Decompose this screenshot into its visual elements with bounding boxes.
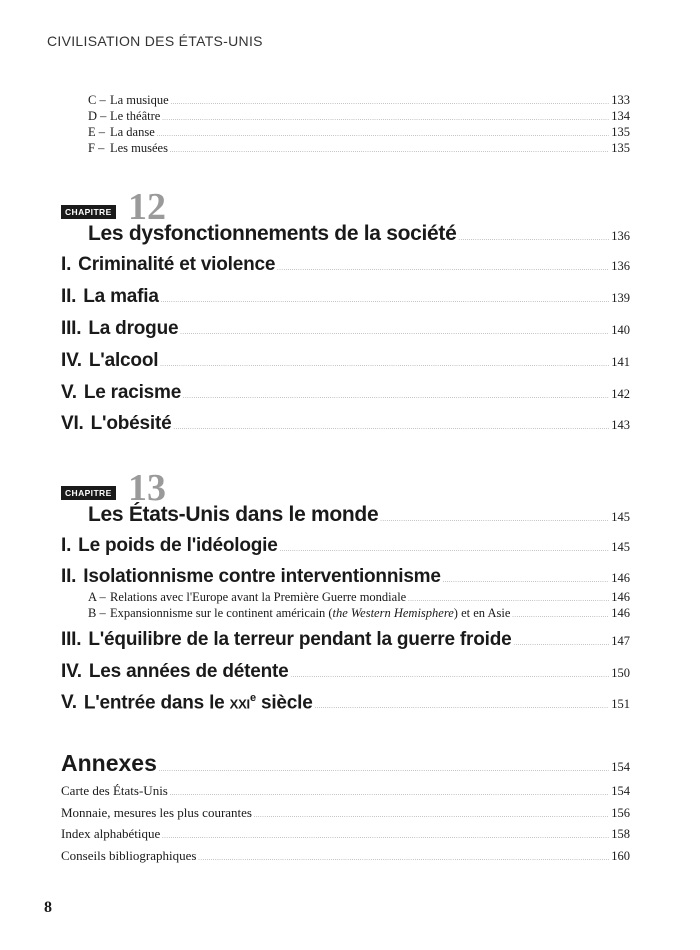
chapter-title-entry[interactable] bbox=[88, 222, 630, 246]
annex-item-label: Conseils bibliographiques bbox=[61, 848, 197, 863]
annex-item[interactable] bbox=[61, 805, 630, 821]
page-ref: 160 bbox=[611, 849, 630, 863]
section-number: V. bbox=[61, 692, 77, 714]
section-label-sup: e bbox=[249, 692, 256, 704]
section-number: II. bbox=[61, 286, 77, 307]
dot-leader bbox=[280, 538, 610, 556]
section-label: L'alcool bbox=[88, 350, 159, 371]
subentry-label-italic: the Western Hemisphere bbox=[332, 606, 454, 620]
toc-section[interactable] bbox=[61, 661, 630, 683]
page-ref: 154 bbox=[611, 784, 630, 798]
subentry-letter: C – bbox=[88, 93, 106, 107]
section-label: La mafia bbox=[83, 286, 159, 307]
page-ref: 151 bbox=[611, 697, 630, 712]
page-ref: 158 bbox=[611, 827, 630, 841]
section-number: III. bbox=[61, 318, 82, 339]
annex-item[interactable] bbox=[61, 848, 630, 864]
page-ref: 142 bbox=[611, 387, 630, 401]
section-label-suffix: siècle bbox=[255, 692, 313, 714]
annexes-title: Annexes bbox=[61, 750, 157, 776]
dot-leader bbox=[170, 141, 609, 156]
chapter-number: 13 bbox=[128, 467, 166, 509]
annex-item[interactable] bbox=[61, 783, 630, 799]
chapter-badge: CHAPITRE bbox=[61, 486, 116, 500]
page-ref: 146 bbox=[611, 606, 630, 620]
subentry-label: Le théâtre bbox=[110, 109, 161, 123]
section-label: Le racisme bbox=[83, 382, 182, 403]
subentry-label bbox=[110, 606, 510, 621]
toc-section[interactable] bbox=[61, 413, 630, 435]
page-ref: 147 bbox=[611, 634, 630, 648]
page-ref: 154 bbox=[611, 760, 630, 774]
chapter-title: Les États-Unis dans le monde bbox=[88, 503, 379, 526]
toc-subentry[interactable] bbox=[88, 141, 630, 156]
subentry-letter: E – bbox=[88, 125, 106, 139]
subentry-label: La musique bbox=[110, 93, 169, 107]
toc-section[interactable] bbox=[61, 629, 630, 651]
toc-subentry[interactable] bbox=[88, 93, 630, 108]
toc-subentry[interactable] bbox=[88, 109, 630, 124]
section-number: II. bbox=[61, 566, 77, 587]
annexes-entry[interactable] bbox=[61, 750, 630, 777]
annex-item-label: Index alphabétique bbox=[61, 826, 161, 841]
chapter-badge: CHAPITRE bbox=[61, 205, 116, 219]
dot-leader bbox=[380, 508, 609, 526]
dot-leader bbox=[198, 848, 609, 864]
subentry-letter: A – bbox=[88, 590, 106, 604]
page-ref: 135 bbox=[611, 141, 630, 155]
toc-section[interactable] bbox=[61, 382, 630, 404]
page-ref: 141 bbox=[611, 355, 630, 369]
dot-leader bbox=[157, 125, 609, 140]
dot-leader bbox=[171, 93, 610, 108]
page-ref: 134 bbox=[611, 109, 630, 123]
section-number: I. bbox=[61, 535, 72, 556]
page-ref: 136 bbox=[611, 229, 630, 243]
dot-leader bbox=[514, 632, 610, 650]
page-ref: 135 bbox=[611, 125, 630, 139]
dot-leader bbox=[512, 606, 609, 621]
section-label: L'obésité bbox=[90, 413, 172, 434]
dot-leader bbox=[161, 289, 610, 307]
toc-section[interactable] bbox=[61, 318, 630, 340]
annex-item-label: Monnaie, mesures les plus courantes bbox=[61, 805, 252, 820]
annex-item-label: Carte des États-Unis bbox=[61, 783, 168, 798]
section-label: Isolationnisme contre interventionnisme bbox=[83, 566, 441, 587]
subentry-label: Relations avec l'Europe avant la Première Guerre mondiale bbox=[110, 590, 407, 604]
section-label: L'équilibre de la terreur pendant la guerre froide bbox=[88, 629, 512, 650]
dot-leader bbox=[162, 109, 609, 124]
page-ref: 145 bbox=[611, 540, 630, 554]
page-ref: 139 bbox=[611, 291, 630, 305]
annex-item[interactable] bbox=[61, 826, 630, 842]
section-number: VI. bbox=[61, 413, 84, 434]
page-ref: 156 bbox=[611, 806, 630, 820]
dot-leader bbox=[277, 257, 609, 275]
section-number: III. bbox=[61, 629, 82, 650]
dot-leader bbox=[183, 385, 609, 403]
section-number: I. bbox=[61, 254, 72, 275]
dot-leader bbox=[254, 805, 609, 821]
chapter-title-entry[interactable] bbox=[88, 503, 630, 527]
chapter-title: Les dysfonctionnements de la société bbox=[88, 222, 457, 245]
section-number: IV. bbox=[61, 350, 82, 371]
dot-leader bbox=[160, 353, 609, 371]
dot-leader bbox=[170, 783, 609, 799]
dot-leader bbox=[458, 227, 609, 245]
page-ref: 140 bbox=[611, 323, 630, 337]
section-label: Criminalité et violence bbox=[78, 254, 276, 275]
section-label: La drogue bbox=[88, 318, 179, 339]
running-head: CIVILISATION DES ÉTATS-UNIS bbox=[47, 33, 263, 49]
subentry-letter: D – bbox=[88, 109, 107, 123]
toc-section[interactable] bbox=[61, 286, 630, 308]
dot-leader bbox=[159, 758, 609, 776]
subentry-label-suffix: ) et en Asie bbox=[453, 606, 511, 620]
dot-leader bbox=[162, 826, 609, 842]
toc-section[interactable] bbox=[61, 350, 630, 372]
subentry-letter: B – bbox=[88, 606, 106, 620]
page-ref: 145 bbox=[611, 510, 630, 524]
dot-leader bbox=[443, 569, 610, 587]
dot-leader bbox=[180, 321, 609, 339]
section-label: Les années de détente bbox=[88, 661, 289, 682]
page-ref: 143 bbox=[611, 418, 630, 432]
toc-subentry[interactable] bbox=[88, 590, 630, 605]
page-number: 8 bbox=[44, 899, 52, 916]
page-ref: 133 bbox=[611, 93, 630, 107]
page-ref: 146 bbox=[611, 571, 630, 585]
section-number: IV. bbox=[61, 661, 82, 682]
subentry-label: Les musées bbox=[110, 141, 168, 155]
subentry-label: La danse bbox=[110, 125, 155, 139]
dot-leader bbox=[408, 590, 609, 605]
page-ref: 146 bbox=[611, 590, 630, 604]
toc-section[interactable] bbox=[61, 692, 630, 714]
dot-leader bbox=[315, 695, 610, 713]
subentry-label-prefix: Expansionnisme sur le continent américain ( bbox=[110, 606, 333, 620]
toc-section[interactable] bbox=[61, 254, 630, 276]
section-number: V. bbox=[61, 382, 77, 403]
page-ref: 150 bbox=[611, 666, 630, 680]
page-ref: 136 bbox=[611, 259, 630, 273]
chapter-number: 12 bbox=[128, 186, 166, 228]
subentry-letter: F – bbox=[88, 141, 105, 155]
dot-leader bbox=[291, 664, 610, 682]
dot-leader bbox=[173, 416, 609, 434]
section-label: Le poids de l'idéologie bbox=[78, 535, 278, 556]
section-label-prefix: L'entrée dans le bbox=[83, 692, 230, 714]
toc-section[interactable] bbox=[61, 535, 630, 557]
toc-section[interactable] bbox=[61, 566, 630, 588]
section-label-century: xxi bbox=[229, 692, 250, 714]
toc-subentry[interactable] bbox=[88, 606, 630, 621]
toc-subentry[interactable] bbox=[88, 125, 630, 140]
